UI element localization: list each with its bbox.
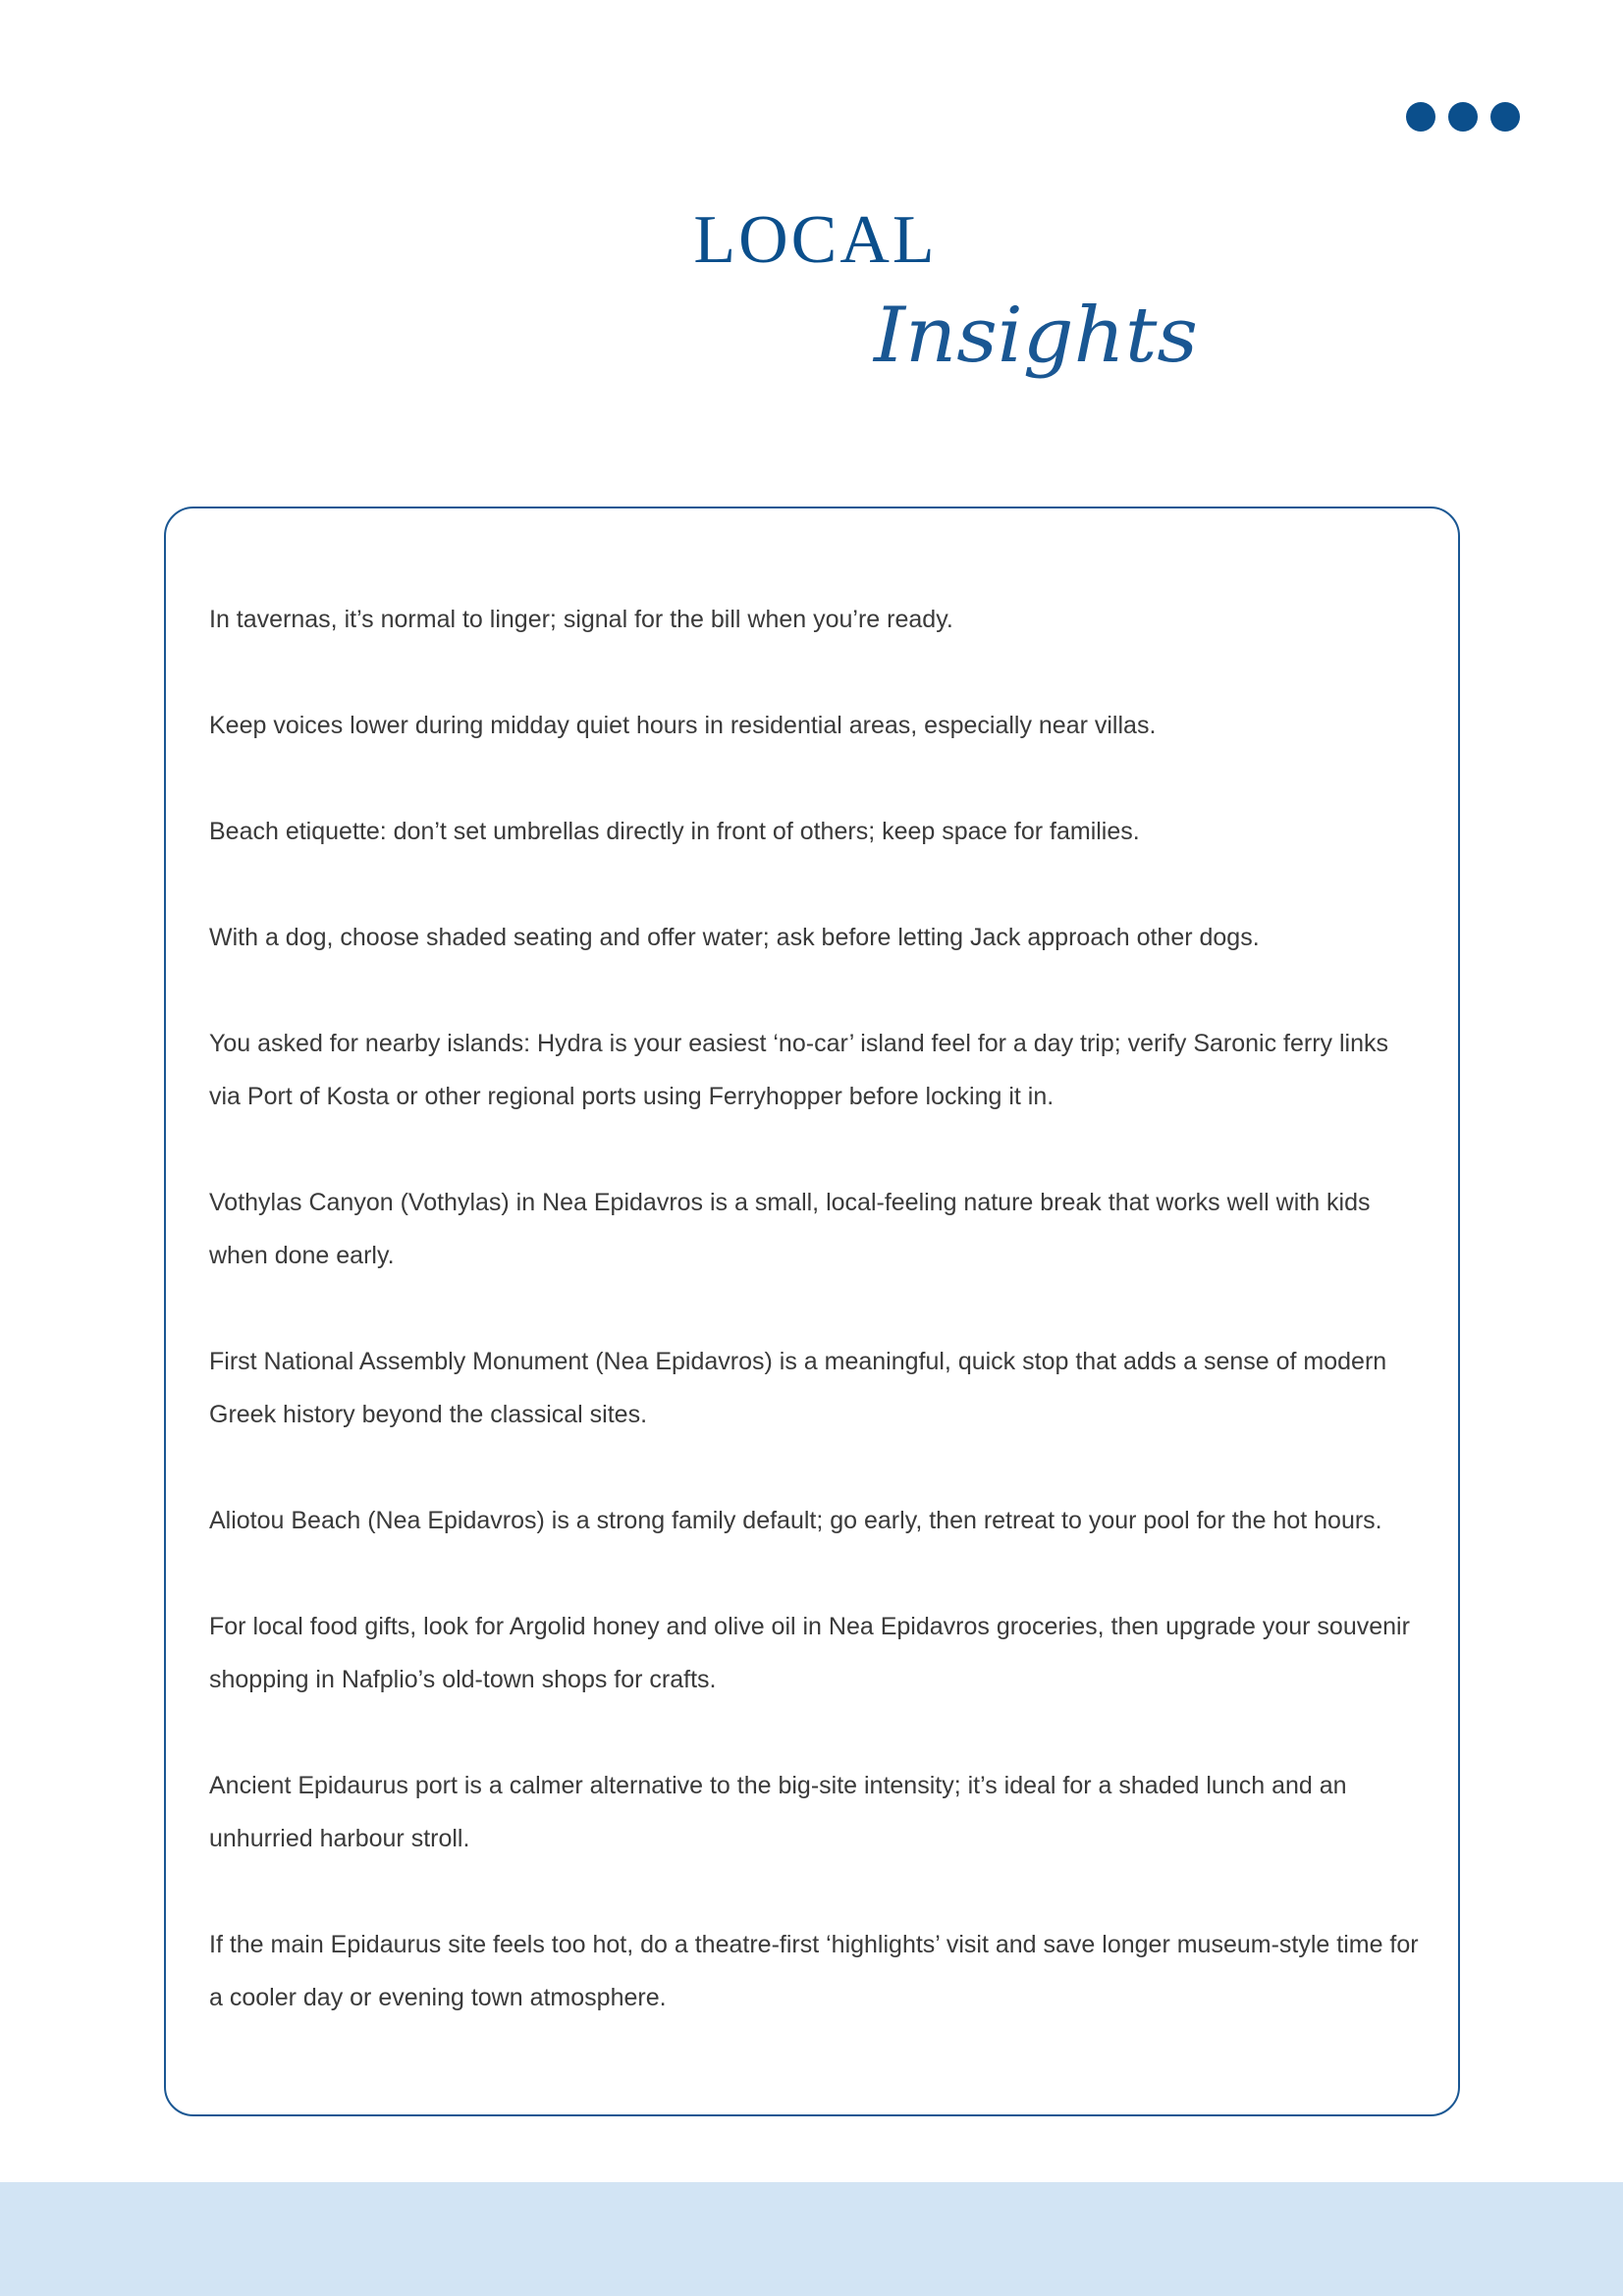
list-item: If the main Epidaurus site feels too hot, do a theatre-first ‘highlights’ visit and save longer museum-style time for a cooler day or evening town atmosphere. — [209, 1931, 1419, 2011]
list-item: Vothylas Canyon (Vothylas) in Nea Epidavros is a small, local-feeling nature break that works well with kids when done early. — [209, 1189, 1371, 1269]
list-item: With a dog, choose shaded seating and offer water; ask before letting Jack approach other dogs. — [209, 924, 1260, 951]
list-item: You asked for nearby islands: Hydra is your easiest ‘no-car’ island feel for a day trip; verify Saronic ferry links via Port of Kosta or other regional ports using Ferryhopper before locking it in. — [209, 1030, 1389, 1110]
page-subtitle: Insights — [871, 292, 1198, 380]
page-title-text: LOCAL — [693, 202, 938, 278]
list-item: For local food gifts, look for Argolid honey and olive oil in Nea Epidavros groceries, then upgrade your souvenir shopping in Nafplio’s old-town shops for crafts. — [209, 1613, 1410, 1693]
page-subtitle-script — [862, 285, 1216, 432]
dot — [1406, 102, 1435, 132]
insights-card — [164, 507, 1460, 2116]
footer-band — [0, 2182, 1623, 2296]
list-item: Beach etiquette: don’t set umbrellas directly in front of others; keep space for families. — [209, 818, 1140, 845]
list-item: First National Assembly Monument (Nea Epidavros) is a meaningful, quick stop that adds a sense of modern Greek history beyond the classical sites. — [209, 1348, 1387, 1428]
more-dots-icon — [1406, 102, 1520, 132]
dot — [1448, 102, 1478, 132]
list-item: Ancient Epidaurus port is a calmer alternative to the big-site intensity; it’s ideal for a shaded lunch and an unhurried harbour stroll. — [209, 1772, 1347, 1852]
page-title — [0, 202, 1623, 278]
list-item: Keep voices lower during midday quiet hours in residential areas, especially near villas. — [209, 712, 1157, 739]
list-item: Aliotou Beach (Nea Epidavros) is a strong family default; go early, then retreat to your pool for the hot hours. — [209, 1507, 1382, 1534]
list-item: In tavernas, it’s normal to linger; signal for the bill when you’re ready. — [209, 606, 953, 633]
tips-list — [209, 593, 1423, 2024]
dot — [1490, 102, 1520, 132]
